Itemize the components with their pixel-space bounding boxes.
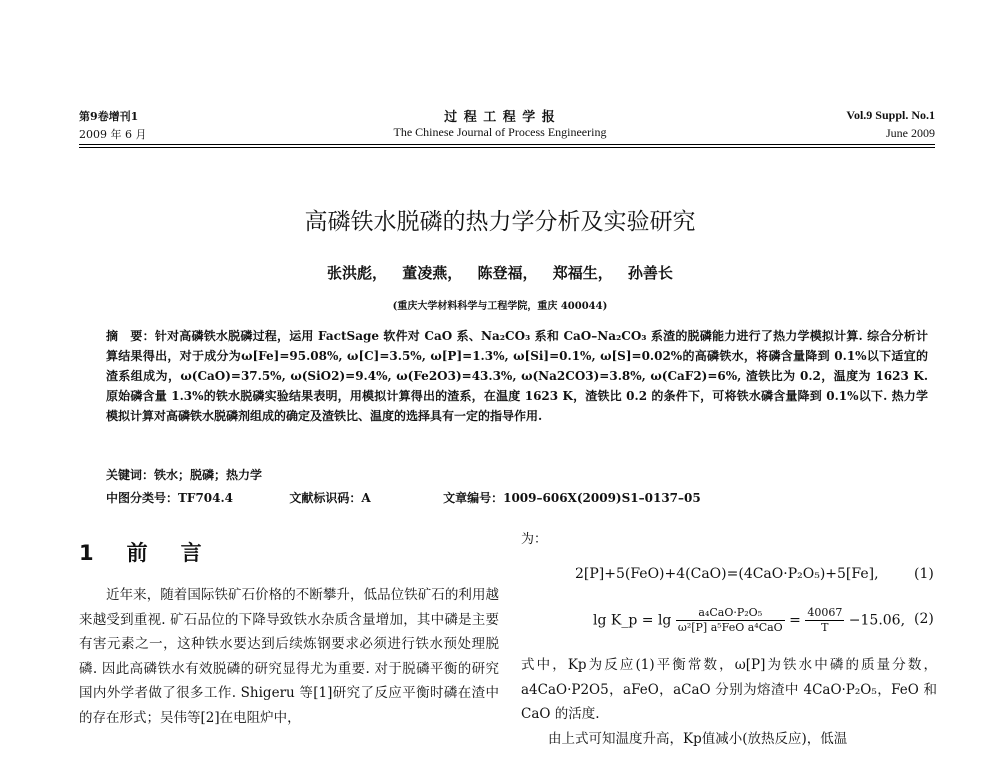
- header-date-en: June 2009: [886, 126, 935, 140]
- equation-explanation: 式中，Kp为反应(1)平衡常数，ω[P]为铁水中磷的质量分数，a4CaO·P2O5，aFeO，aCaO 分别为熔渣中 4CaO·P₂O₅，FeO 和 CaO 的活度.: [521, 657, 937, 722]
- abstract: [106, 326, 928, 426]
- header-rule-top: [79, 144, 935, 145]
- equation-1-number: (1): [914, 566, 934, 582]
- header-journal-en: The Chinese Journal of Process Engineering: [393, 125, 607, 139]
- eq2-fraction-1: [676, 606, 785, 635]
- eq2-frac1-denominator: ω²[P] a⁵FeO a⁴CaO: [677, 621, 783, 634]
- eq2-equals: =: [789, 612, 806, 629]
- clc-number: 中图分类号：TF704.4: [106, 491, 234, 505]
- keywords: 关键词：铁水；脱磷；热力学: [106, 468, 263, 482]
- paper-title: 高磷铁水脱磷的热力学分析及实验研究: [304, 209, 696, 235]
- paper-affiliation: (重庆大学材料科学与工程学院，重庆 400044): [392, 301, 608, 312]
- equation-1: 2[P]+5(FeO)+4(CaO)=(4CaO·P₂O₅)+5[Fe],: [575, 566, 879, 582]
- header-volume-cn: 第9卷增刊1: [79, 110, 139, 123]
- header-volume-en: Vol.9 Suppl. No.1: [846, 108, 935, 122]
- eq2-tail: −15.06,: [848, 612, 906, 629]
- eq2-prefix: lg K_p = lg: [593, 612, 672, 629]
- eq2-fraction-2: [805, 606, 844, 635]
- equation-2: [593, 606, 905, 635]
- article-number: 文章编号：1009–606X(2009)S1–0137–05: [443, 491, 701, 505]
- document-code: 文献标识码：A: [289, 491, 371, 505]
- eq2-frac2-denominator: T: [821, 621, 829, 634]
- intro-paragraph: [79, 583, 499, 730]
- header-rule-bottom: [79, 147, 935, 148]
- header-date-cn: 2009 年 6 月: [79, 128, 147, 141]
- equation-2-number: (2): [914, 611, 934, 627]
- paper-authors: 张洪彪， 董凌燕， 陈登福， 郑福生， 孙善长: [327, 264, 673, 282]
- abstract-text: 针对高磷铁水脱磷过程，运用 FactSage 软件对 CaO 系、Na₂CO₃ 系和 CaO–Na₂CO₃ 系渣的脱磷能力进行了热力学模拟计算. 综合分析计算结果得出，对于成分为ω[Fe]=95.08%, ω[C]=3.5%, ω[P]=1.3%, ω[Si]=0.1%, ω[S]=0.02%的高磷铁水，将磷含量降到 0.1%以下适宜的渣系组成为，ω(CaO)=37.5%, ω(SiO2)=9.4%, ω(Fe2O3)=43.3%, ω(Na2CO3)=3.8%, ω(CaF2)=6%, 渣铁比为 0.2，温度为 1623 K. 原始磷含量 1.3%的铁水脱磷实验结果表明，用模拟计算得出的渣系，在温度 1623 K，渣铁比 0.2 的条件下，可将铁水磷含量降到 0.1%以下. 热力学模拟计算对高磷铁水脱磷剂组成的确定及渣铁比、温度的选择具有一定的指导作用.: [106, 329, 928, 423]
- eq2-frac2-numerator: 40067: [807, 606, 843, 619]
- section-heading: 1 前 言: [79, 541, 208, 565]
- intro-text: 近年来，随着国际铁矿石价格的不断攀升，低品位铁矿石的利用越来越受到重视. 矿石品位的下降导致铁水杂质含量增加，其中磷是主要有害元素之一，这种铁水要达到后续炼钢要求必须进行铁水预处理脱磷. 因此高磷铁水有效脱磷的研究显得尤为重要. 对于脱磷平衡的研究国内外学者做了很多工作. Shigeru 等[1]研究了反应平衡时磷在渣中的存在形式；吴伟等[2]在电阻炉中，: [79, 587, 499, 726]
- right-paragraphs: [521, 653, 937, 751]
- abstract-label: 摘 要：: [106, 329, 155, 343]
- eq2-frac1-numerator: a₄CaO·P₂O₅: [676, 606, 785, 621]
- temperature-paragraph: 由上式可知温度升高，Kp值减小(放热反应)，低温: [548, 730, 848, 747]
- header-journal-cn: 过 程 工 程 学 报: [444, 110, 556, 125]
- classification-line: [106, 489, 701, 506]
- right-lead: 为：: [521, 532, 548, 547]
